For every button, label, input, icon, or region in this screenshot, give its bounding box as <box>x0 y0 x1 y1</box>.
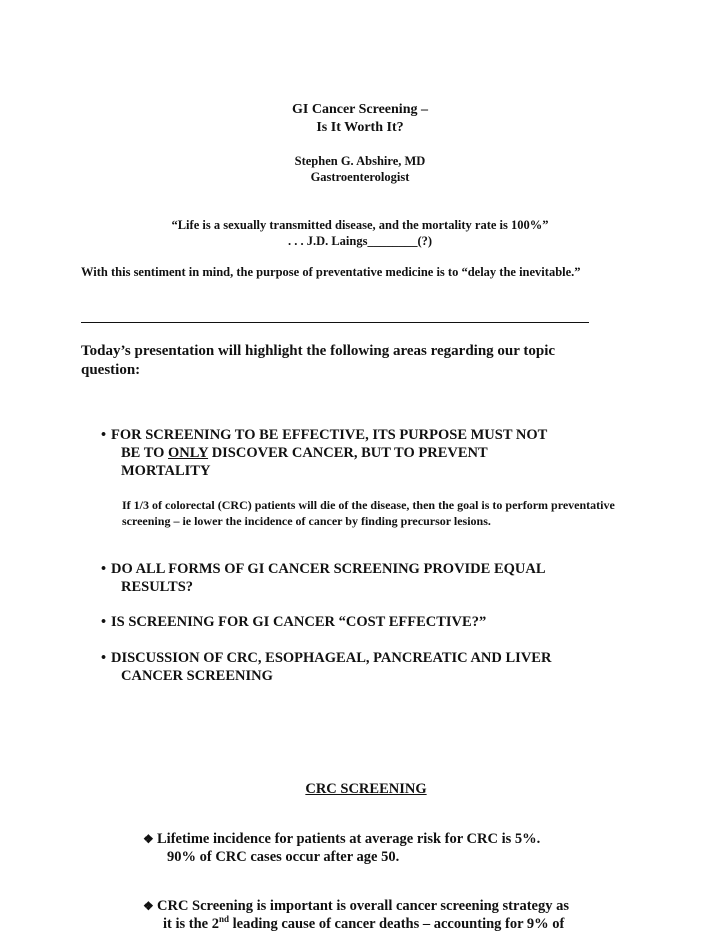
bullet-line-1: DISCUSSION OF CRC, ESOPHAGEAL, PANCREATIC AND LIVER <box>111 650 552 666</box>
author-block <box>0 153 720 185</box>
bullet-line-2: RESULTS? <box>121 579 194 595</box>
crc-item-importance <box>143 897 613 933</box>
bullet-line-3: MORTALITY <box>121 463 211 479</box>
crc-note-paragraph: If 1/3 of colorectal (CRC) patients will die of the disease, then the goal is to perform preventative screening – ie lower the incidence of cancer by finding precursor lesions. <box>122 498 615 528</box>
crc-item-line-1: CRC Screening is important is overall cancer screening strategy as <box>157 898 569 914</box>
title-line-1: GI Cancer Screening – <box>292 102 428 117</box>
bullet-line-2: CANCER SCREENING <box>121 668 273 684</box>
title-line-2: Is It Worth It? <box>316 120 404 135</box>
bullet-line-1: IS SCREENING FOR GI CANCER “COST EFFECTIVE?” <box>111 614 487 630</box>
bullet-marker: • <box>101 427 107 443</box>
intro-paragraph: Today’s presentation will highlight the following areas regarding our topic question: <box>81 343 556 378</box>
bullet-marker: • <box>101 650 107 666</box>
diamond-bullet-icon: ❖ <box>143 832 154 846</box>
crc-item-line-2-post: leading cause of cancer deaths – accounting for 9% of <box>229 916 565 932</box>
bullet-continuation <box>101 444 621 462</box>
crc-item-line-2 <box>143 915 613 933</box>
ordinal-superscript: nd <box>218 914 229 925</box>
sentiment-paragraph: With this sentiment in mind, the purpose of preventative medicine is to “delay the inevitable.” <box>81 265 581 279</box>
author-role: Gastroenterologist <box>310 170 410 184</box>
bullet-marker: • <box>101 614 107 630</box>
crc-item-line-2: 90% of CRC cases occur after age 50. <box>167 849 400 865</box>
bullet-marker: • <box>101 561 107 577</box>
bullet-line-1: FOR SCREENING TO BE EFFECTIVE, ITS PURPOSE MUST NOT <box>111 427 548 443</box>
crc-item-line-1: Lifetime incidence for patients at average risk for CRC is 5%. <box>157 831 541 847</box>
bullet-item-equal-results <box>101 560 621 596</box>
crc-item-incidence <box>143 830 613 866</box>
bullet-item-cost-effective <box>101 613 621 631</box>
horizontal-divider <box>81 322 589 323</box>
bullet-item-discussion <box>101 649 621 685</box>
diamond-bullet-icon: ❖ <box>143 899 154 913</box>
quote-attribution: . . . J.D. Laings________(?) <box>287 234 433 248</box>
bullet-line-2-pre: BE TO <box>121 445 169 461</box>
crc-screening-heading: CRC SCREENING <box>305 781 427 797</box>
epigraph-quote <box>0 217 720 249</box>
author-name: Stephen G. Abshire, MD <box>294 154 426 168</box>
emphasis-only: ONLY <box>168 445 209 461</box>
document-title <box>0 101 720 137</box>
crc-item-line-2-pre: it is the 2 <box>163 916 219 932</box>
bullet-line-1: DO ALL FORMS OF GI CANCER SCREENING PROVIDE EQUAL <box>111 561 546 577</box>
bullet-item-screening-purpose <box>101 426 621 480</box>
bullet-line-2-post: DISCOVER CANCER, BUT TO PREVENT <box>208 445 488 461</box>
quote-text: “Life is a sexually transmitted disease, and the mortality rate is 100%” <box>171 218 549 232</box>
